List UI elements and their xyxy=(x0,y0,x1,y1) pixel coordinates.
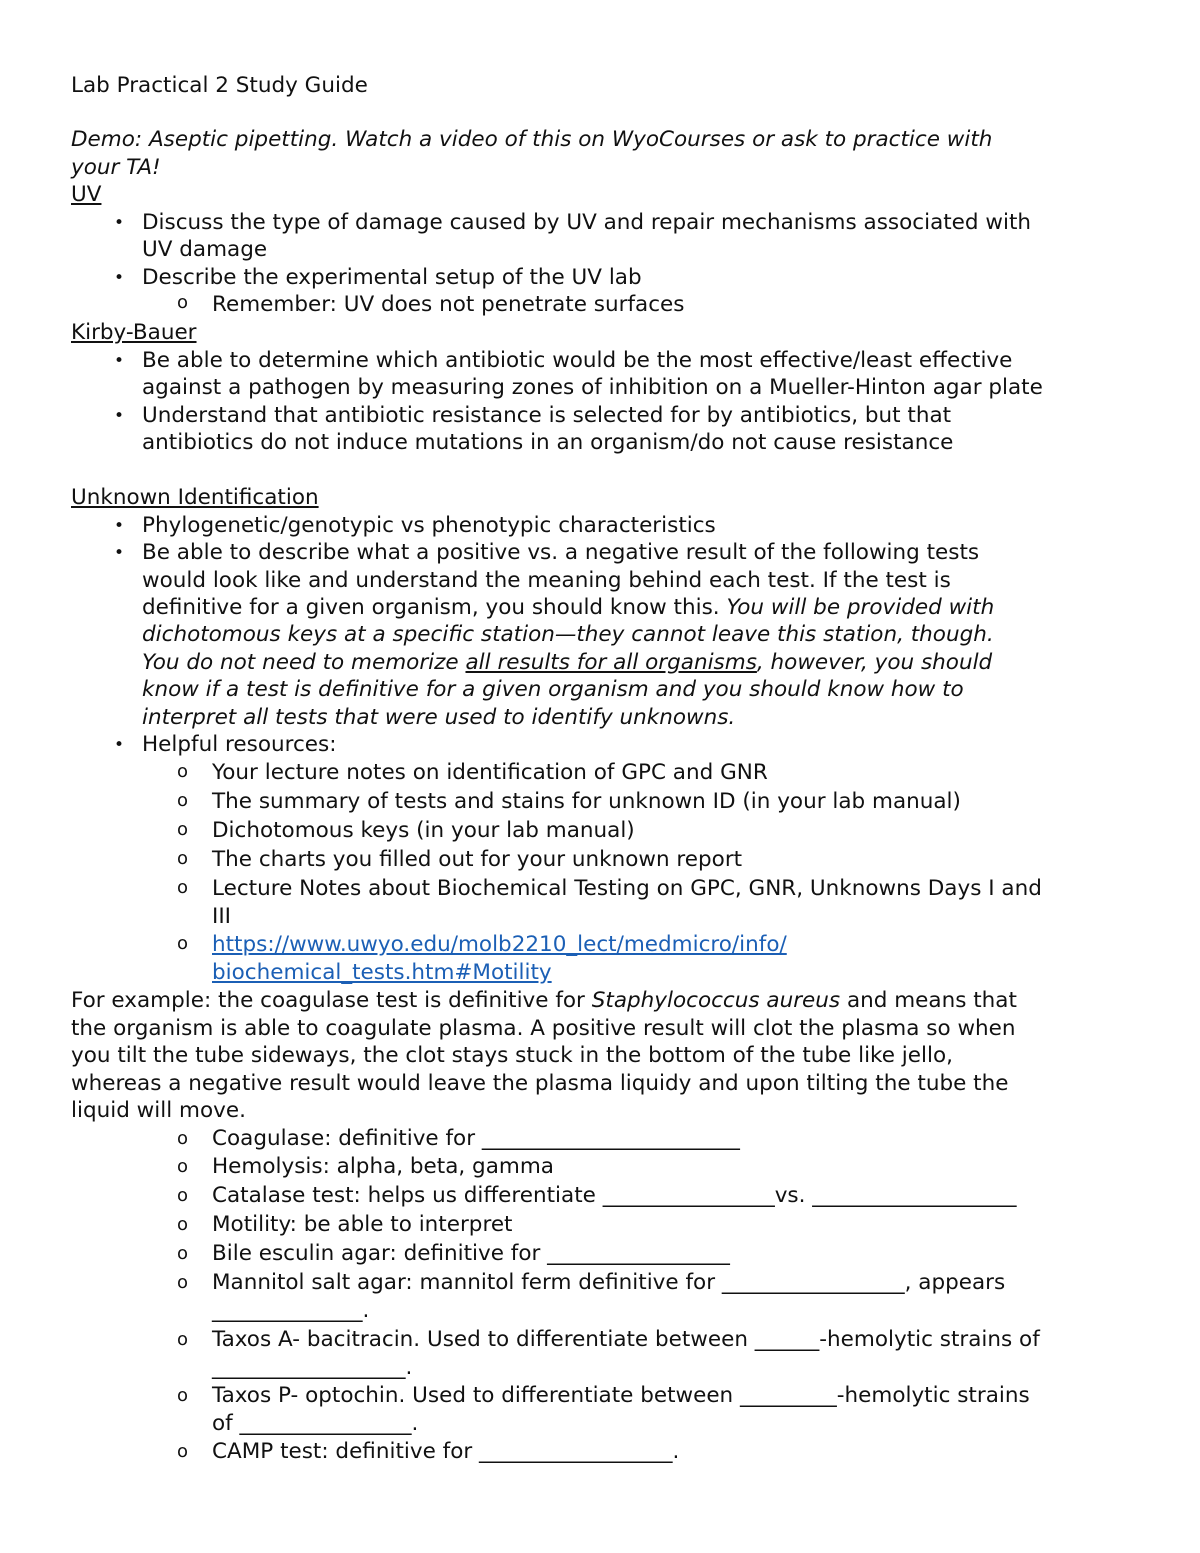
unknown-bullet-1: Phylogenetic/genotypic vs phenotypic characteristics xyxy=(142,513,716,538)
sub-bullet-icon: o xyxy=(177,1214,189,1235)
test-mannitol-line-1: Mannitol salt agar: mannitol ferm definitive for _________________, appears xyxy=(212,1270,1006,1295)
bullet-icon: • xyxy=(114,351,125,371)
sub-bullet-icon: o xyxy=(177,1272,189,1293)
unknown-bullet-2-line-3-plain: definitive for a given organism, you should know this. xyxy=(142,595,727,620)
kirby-bullet-1-line-1: Be able to determine which antibiotic would be the most effective/least effective xyxy=(142,348,1013,373)
sub-bullet-icon: o xyxy=(177,877,189,898)
unknown-line-5-part-3: , however, you should xyxy=(756,650,993,675)
resource-1: Your lecture notes on identification of GPC and GNR xyxy=(212,760,768,785)
test-catalase: Catalase test: helps us differentiate ________________vs. ___________________ xyxy=(212,1183,1017,1208)
sub-bullet-icon: o xyxy=(177,933,189,954)
test-taxos-p-line-2: of ________________. xyxy=(212,1411,419,1436)
example-line-1-part-3: and means that xyxy=(840,988,1017,1013)
unknown-bullet-2-line-3 xyxy=(142,597,994,619)
sub-bullet-icon: o xyxy=(177,1329,189,1350)
resource-link-line-1[interactable]: https://www.uwyo.edu/molb2210_lect/medmicro/info/ xyxy=(212,932,787,957)
unknown-line-5-part-1: You do not need to memorize xyxy=(142,650,466,675)
unknown-bullet-3: Helpful resources: xyxy=(142,732,337,757)
test-taxos-a-line-2: __________________. xyxy=(212,1355,413,1380)
organism-name: Staphylococcus aureus xyxy=(591,988,841,1013)
test-mannitol-line-2: ______________. xyxy=(212,1298,370,1323)
test-camp: CAMP test: definitive for __________________. xyxy=(212,1439,680,1464)
demo-line-1: Demo: Aseptic pipetting. Watch a video of this on WyoCourses or ask to practice with xyxy=(71,127,993,152)
resource-4: The charts you filled out for your unknown report xyxy=(212,847,743,872)
sub-bullet-icon: o xyxy=(177,1243,189,1264)
bullet-icon: • xyxy=(114,406,125,426)
example-line-5: liquid will move. xyxy=(71,1098,246,1123)
sub-bullet-icon: o xyxy=(177,292,189,313)
bullet-icon: • xyxy=(114,543,125,563)
sub-bullet-icon: o xyxy=(177,790,189,811)
uv-sub-bullet: Remember: UV does not penetrate surfaces xyxy=(212,292,685,317)
document-title: Lab Practical 2 Study Guide xyxy=(71,73,368,98)
test-hemolysis: Hemolysis: alpha, beta, gamma xyxy=(212,1154,554,1179)
demo-line-2: your TA! xyxy=(71,155,161,180)
bullet-icon: • xyxy=(114,213,125,233)
resource-5-line-1: Lecture Notes about Biochemical Testing on GPC, GNR, Unknowns Days I and xyxy=(212,876,1042,901)
kirby-bullet-1-line-2: against a pathogen by measuring zones of inhibition on a Mueller-Hinton agar plate xyxy=(142,375,1043,400)
resource-2: The summary of tests and stains for unknown ID (in your lab manual) xyxy=(212,789,961,814)
unknown-bullet-2-line-1: Be able to describe what a positive vs. a negative result of the following tests xyxy=(142,540,980,565)
resource-link-line-2[interactable]: biochemical_tests.htm#Motility xyxy=(212,960,552,985)
bullet-icon: • xyxy=(114,735,125,755)
resource-3: Dichotomous keys (in your lab manual) xyxy=(212,818,635,843)
kirby-bullet-2-line-2: antibiotics do not induce mutations in an organism/do not cause resistance xyxy=(142,430,954,455)
uv-bullet-1-line-1: Discuss the type of damage caused by UV and repair mechanisms associated with xyxy=(142,210,1031,235)
test-taxos-p-line-1: Taxos P- optochin. Used to differentiate between _________-hemolytic strains xyxy=(212,1383,1030,1408)
resource-5-line-2: III xyxy=(212,904,232,929)
sub-bullet-icon: o xyxy=(177,1185,189,1206)
uv-bullet-2: Describe the experimental setup of the UV lab xyxy=(142,265,642,290)
bullet-icon: • xyxy=(114,268,125,288)
sub-bullet-icon: o xyxy=(177,1385,189,1406)
uv-heading: UV xyxy=(71,182,102,207)
test-taxos-a-line-1: Taxos A- bacitracin. Used to differentiate between ______-hemolytic strains of xyxy=(212,1327,1040,1352)
unknown-bullet-2-line-6: know if a test is definitive for a given organism and you should know how to xyxy=(142,677,964,702)
unknown-bullet-2-line-4: dichotomous keys at a specific station—they cannot leave this station, though. xyxy=(142,622,994,647)
unknown-bullet-2-line-7: interpret all tests that were used to identify unknowns. xyxy=(142,705,736,730)
resource-link-cont[interactable] xyxy=(212,962,552,984)
test-coagulase: Coagulase: definitive for ________________________ xyxy=(212,1126,740,1151)
test-motility: Motility: be able to interpret xyxy=(212,1212,513,1237)
sub-bullet-icon: o xyxy=(177,1441,189,1462)
example-line-1 xyxy=(71,990,1017,1012)
example-line-2: the organism is able to coagulate plasma. A positive result will clot the plasma so when xyxy=(71,1016,1016,1041)
example-line-4: whereas a negative result would leave the plasma liquidy and upon tilting the tube the xyxy=(71,1071,1009,1096)
unknown-bullet-2-line-5 xyxy=(142,652,992,674)
bullet-icon: • xyxy=(114,516,125,536)
sub-bullet-icon: o xyxy=(177,848,189,869)
example-line-1-part-1: For example: the coagulase test is definitive for xyxy=(71,988,592,1013)
kirby-bullet-2-line-1: Understand that antibiotic resistance is selected for by antibiotics, but that xyxy=(142,403,952,428)
unknown-line-5-underlined: all results for all organisms xyxy=(465,650,757,675)
example-line-3: you tilt the tube sideways, the clot stays stuck in the bottom of the tube like jello, xyxy=(71,1043,953,1068)
sub-bullet-icon: o xyxy=(177,819,189,840)
sub-bullet-icon: o xyxy=(177,761,189,782)
test-bile-esculin: Bile esculin agar: definitive for _________________ xyxy=(212,1241,730,1266)
sub-bullet-icon: o xyxy=(177,1156,189,1177)
resource-link[interactable] xyxy=(212,934,787,956)
unknown-bullet-2-line-3-italic: You will be provided with xyxy=(726,595,995,620)
kirby-bauer-heading: Kirby-Bauer xyxy=(71,320,197,345)
uv-bullet-1-line-2: UV damage xyxy=(142,237,268,262)
sub-bullet-icon: o xyxy=(177,1128,189,1149)
unknown-id-heading: Unknown Identification xyxy=(71,485,319,510)
unknown-bullet-2-line-2: would look like and understand the meaning behind each test. If the test is xyxy=(142,568,951,593)
